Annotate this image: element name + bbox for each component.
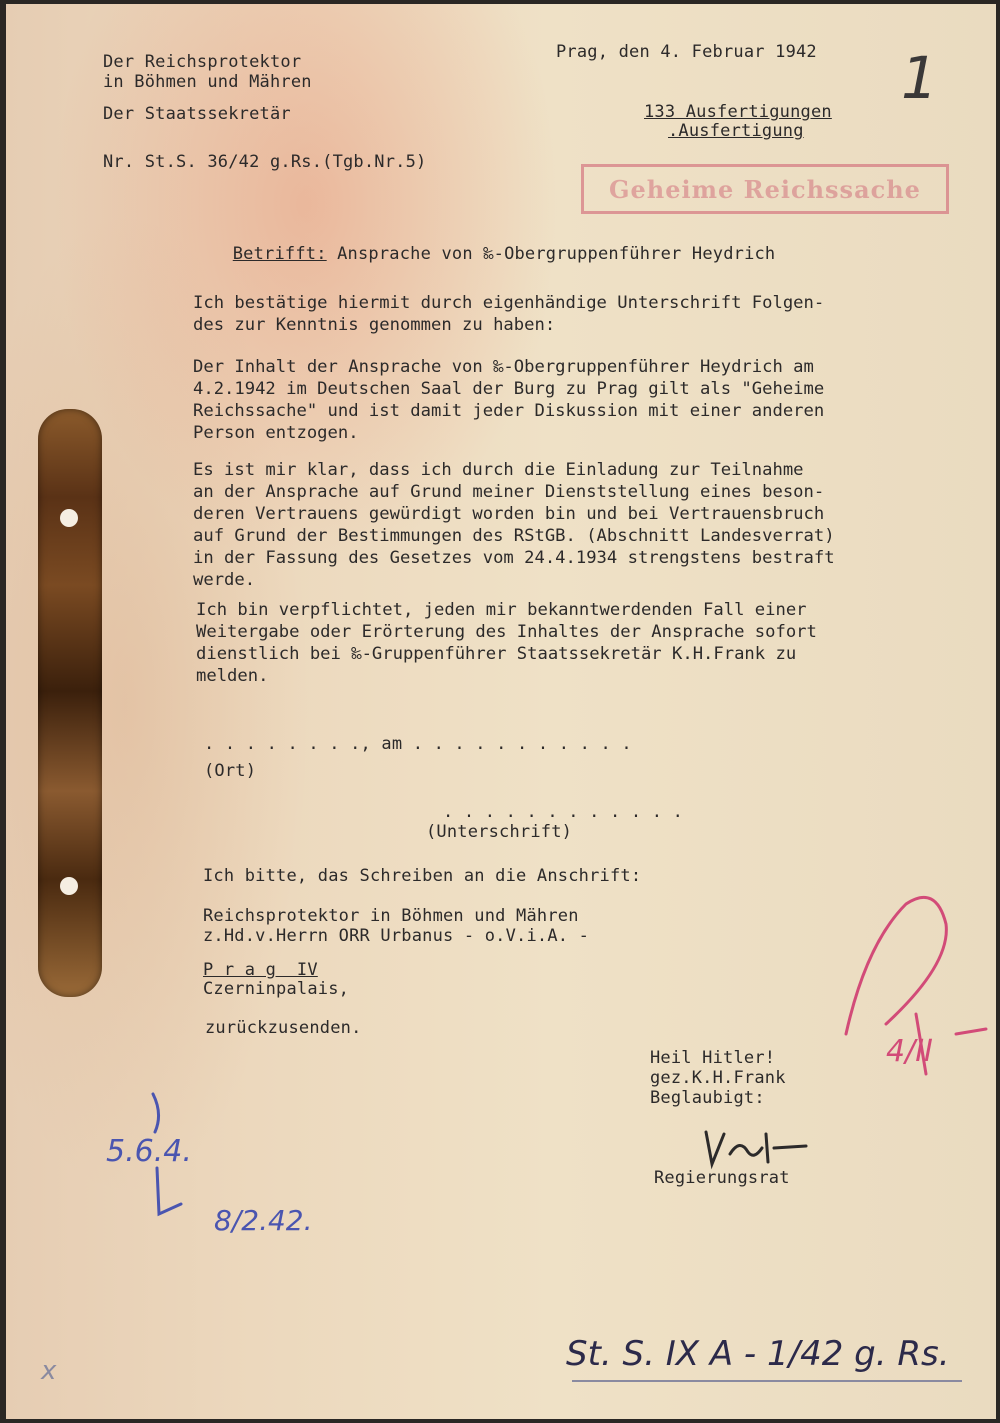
text-line: Es ist mir klar, dass ich durch die Einladung zur Teilnahme [193,460,804,480]
body-paragraph-1 [193,292,824,336]
return-address-line-2: z.Hd.v.Herrn ORR Urbanus - o.V.i.A. - [203,926,590,946]
text-line: in der Fassung des Gesetzes vom 24.4.1934 strengstens bestraft [193,548,835,568]
text-line: Person entzogen. [193,423,359,443]
sender-line-2: in Böhmen und Mähren [103,72,312,92]
text-line: Ich bestätige hiermit durch eigenhändige Unterschrift Folgen- [193,293,825,313]
punch-hole [60,509,78,527]
place-label: (Ort) [204,761,257,781]
blue-date-note-2: 8/2.42. [214,1204,313,1237]
text-line: Ich bin verpflichtet, jeden mir bekanntwerdenden Fall einer [196,600,807,620]
blue-date-note: 5.6.4. [106,1134,192,1169]
text-line: werde. [193,570,256,590]
text-line: an der Ansprache auf Grund meiner Dienststellung eines beson- [193,482,825,502]
secret-stamp [581,164,949,214]
return-address-line-4: Czerninpalais, [203,979,350,999]
corner-mark: x [41,1356,57,1386]
certified-label: Beglaubigt: [650,1088,765,1108]
body-paragraph-2 [193,356,824,444]
red-note: 4/II [886,1034,933,1069]
copies-count: 133 Ausfertigungen [644,102,832,122]
text-line: dienstlich bei ‰-Gruppenführer Staatssekretär K.H.Frank zu [196,644,797,664]
signature-field: . . . . . . . . . . . . [443,802,684,822]
text-line: Der Inhalt der Ansprache von ‰-Obergruppenführer Heydrich am [193,357,814,377]
signature-label: (Unterschrift) [426,822,573,842]
salutation: Heil Hitler! [650,1048,776,1068]
return-address-line-1: Reichsprotektor in Böhmen und Mähren [203,906,579,926]
body-paragraph-4 [196,599,817,687]
subject-line [191,224,775,284]
return-address-line-3: P r a g IV [203,960,318,980]
text-line: deren Vertrauens gewürdigt worden bin und bei Vertrauensbruch [193,504,825,524]
reference-underline [572,1380,962,1382]
body-paragraph-3 [193,459,835,591]
place-date-field: . . . . . . . ., am . . . . . . . . . . . [204,734,632,754]
subject-text: Ansprache von ‰-Obergruppenführer Heydrich [326,244,776,264]
page-number-mark: 1 [901,44,938,112]
text-line: Weitergabe oder Erörterung des Inhaltes der Ansprache sofort [196,622,817,642]
sender-line-3: Der Staatssekretär [103,104,291,124]
rusted-binder-strip [38,409,102,997]
stamp-text: Geheime Reichssache [609,175,921,204]
punch-hole [60,877,78,895]
signed-by: gez.K.H.Frank [650,1068,786,1088]
file-reference: St. S. IX A - 1/42 g. Rs. [566,1334,950,1374]
text-line: auf Grund der Bestimmungen des RStGB. (Abschnitt Landesverrat) [193,526,835,546]
date-line: Prag, den 4. Februar 1942 [556,42,817,62]
reference-number: Nr. St.S. 36/42 g.Rs.(Tgb.Nr.5) [103,152,427,172]
official-title: Regierungsrat [654,1168,790,1188]
text-line: melden. [196,666,269,686]
text-line: Reichssache" und ist damit jeder Diskussion mit einer anderen [193,401,825,421]
sender-line-1: Der Reichsprotektor [103,52,302,72]
document-page [6,4,996,1419]
handwritten-signature [696,1124,826,1174]
text-line: 4.2.1942 im Deutschen Saal der Burg zu Prag gilt als "Geheime [193,379,825,399]
subject-label: Betrifft: [232,244,327,264]
return-intro: Ich bitte, das Schreiben an die Anschrift: [203,866,642,886]
copy-number: .Ausfertigung [668,121,804,141]
text-line: des zur Kenntnis genommen zu haben: [193,315,556,335]
blue-initials [141,1084,201,1224]
return-closing: zurückzusenden. [205,1018,362,1038]
